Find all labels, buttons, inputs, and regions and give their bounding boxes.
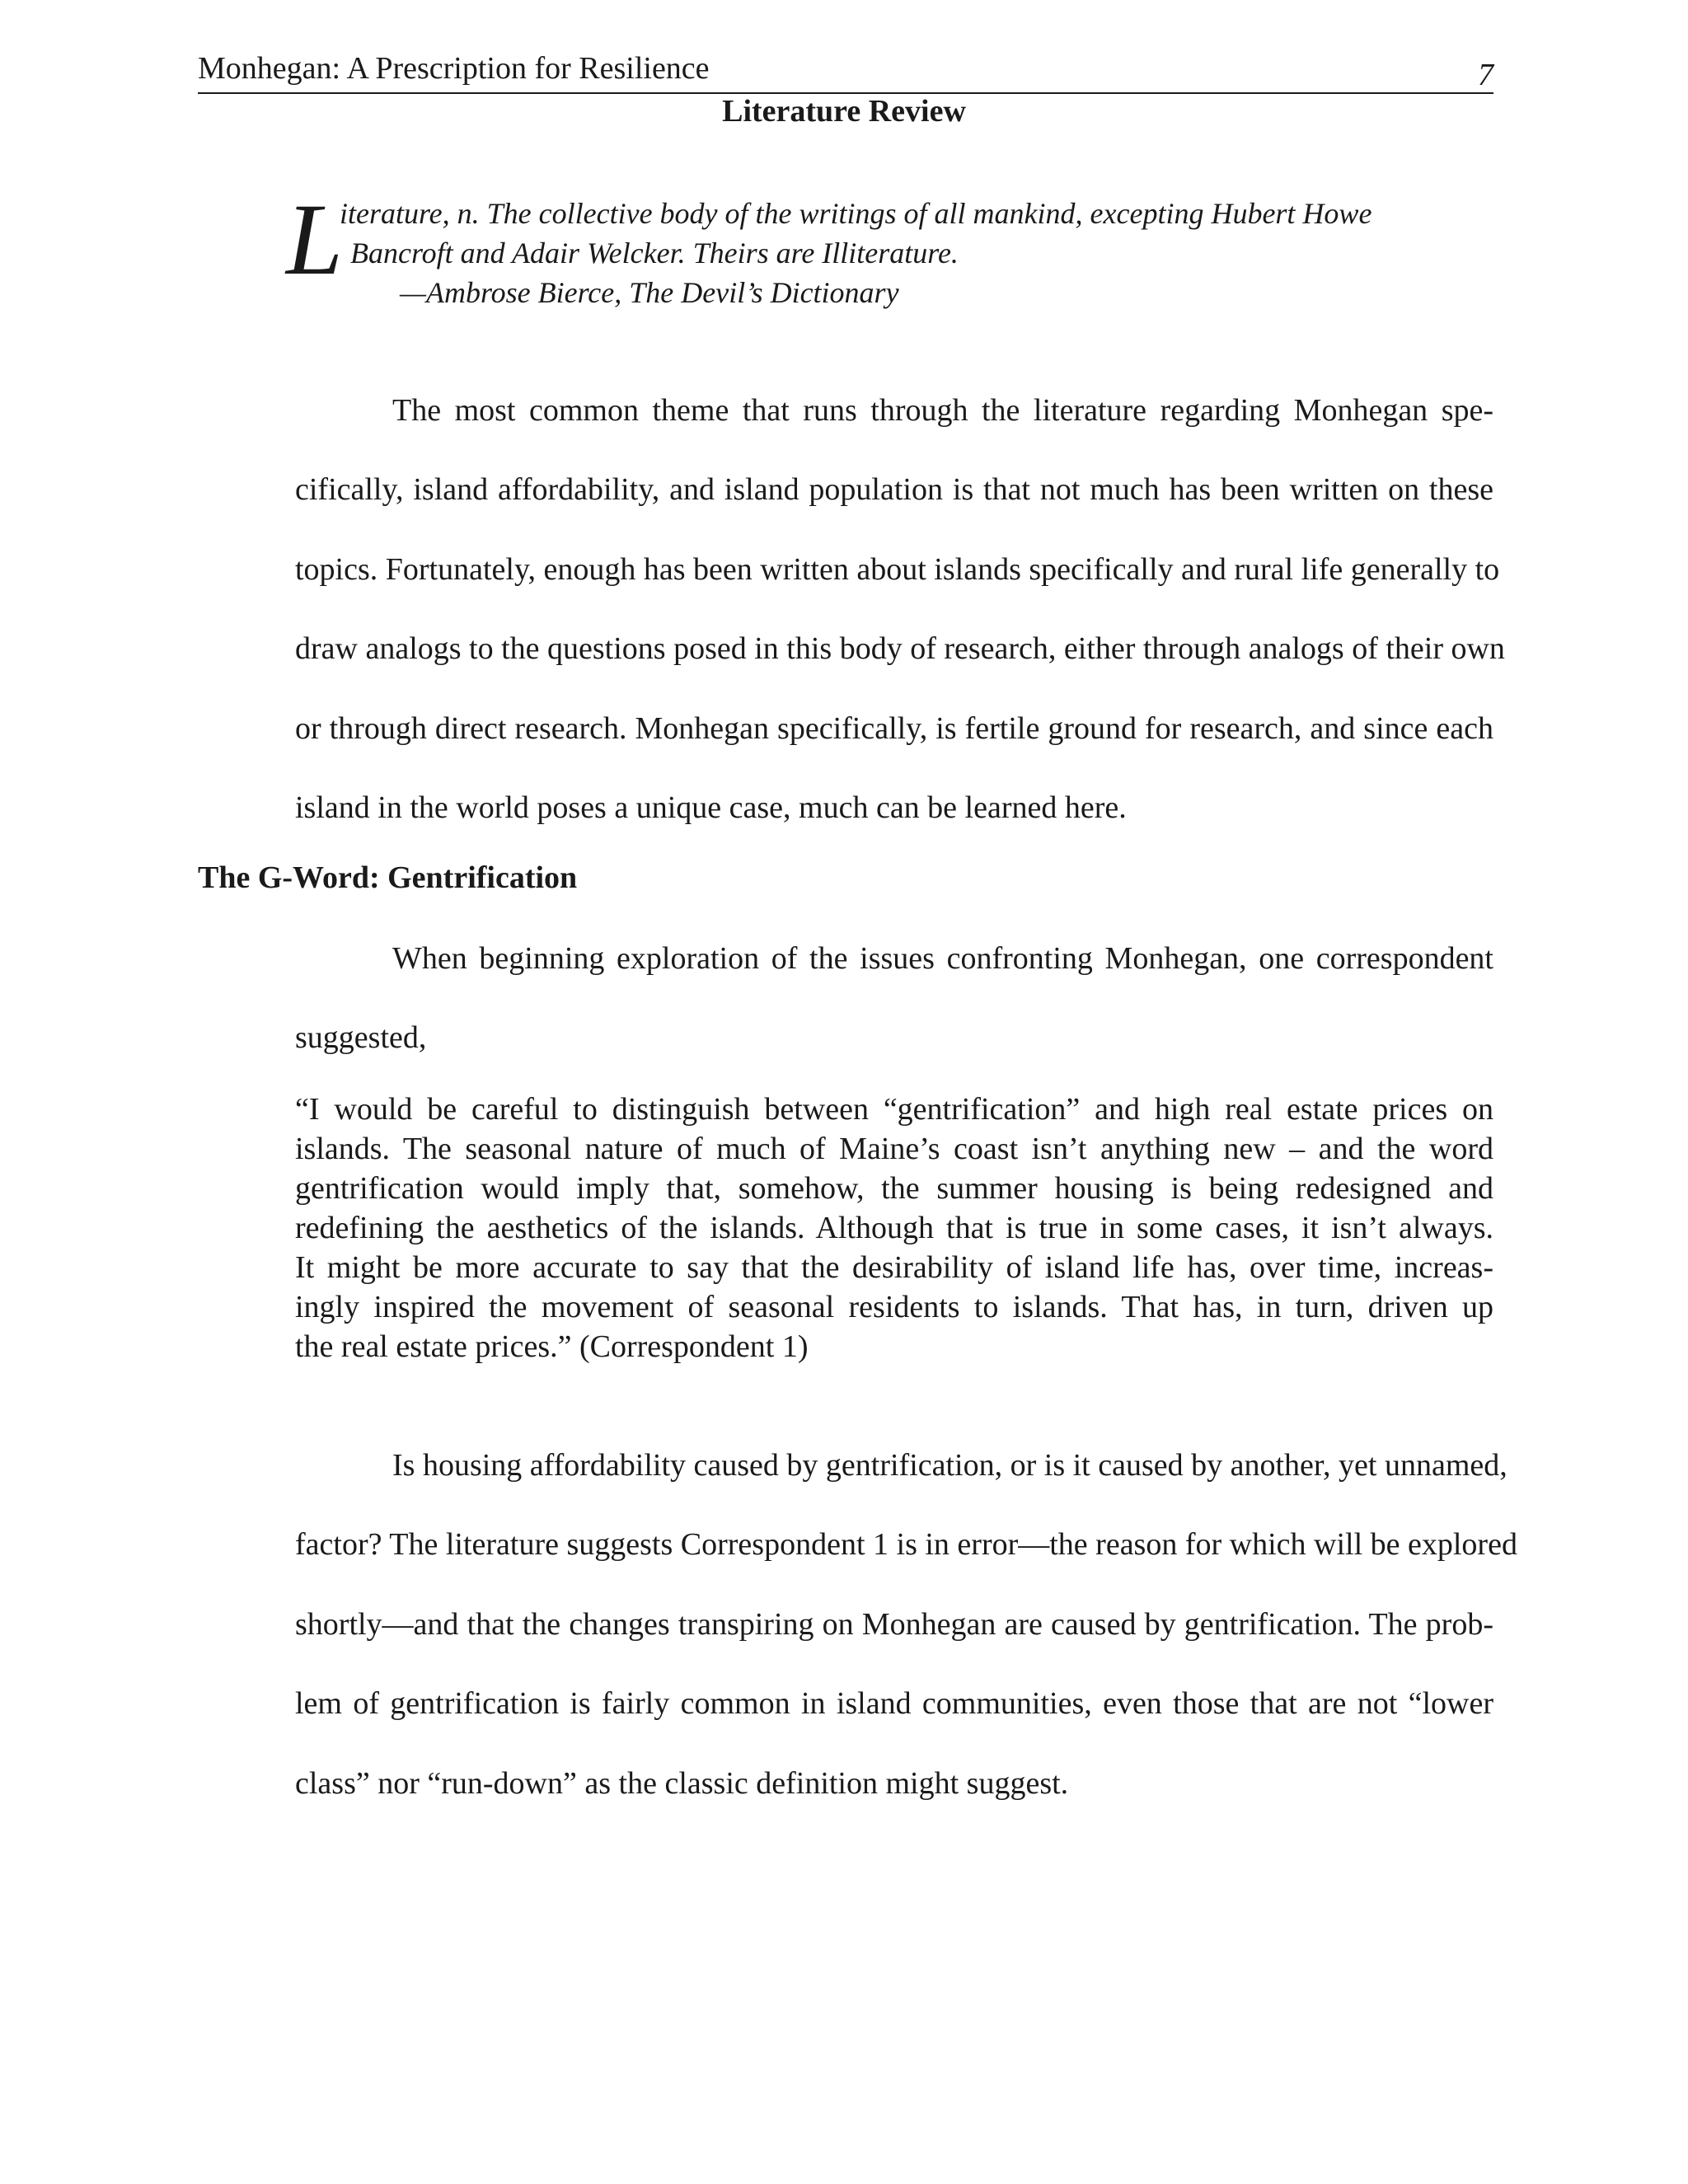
- running-title: Monhegan: A Prescription for Resilience: [198, 51, 710, 86]
- paragraph-line: Is housing affordability caused by gentrification, or is it caused by another, yet unnamed,: [392, 1448, 1507, 1483]
- paragraph-line: lem of gentrification is fairly common in island communities, even those that are not “lower: [295, 1686, 1493, 1722]
- epigraph-line: iterature, n. The collective body of the writings of all mankind, excepting Hubert Howe: [340, 197, 1372, 230]
- paragraph-line: topics. Fortunately, enough has been written about islands specifically and rural life generally to: [295, 551, 1500, 587]
- paragraph-intro: [198, 371, 1505, 847]
- paragraph-line: The most common theme that runs through the literature regarding Monhegan spe-: [392, 393, 1493, 428]
- quote-line: “I would be careful to distinguish between “gentrification” and high real estate prices on: [295, 1092, 1493, 1127]
- running-header: [198, 48, 1493, 94]
- epigraph: [286, 183, 1447, 312]
- quote-line: redefining the aesthetics of the islands. Although that is true in some cases, it isn’t always.: [295, 1211, 1493, 1245]
- paragraph-line: shortly—and that the changes transpiring on Monhegan are caused by gentrification. The prob-: [295, 1606, 1493, 1642]
- paragraph-line: suggested,: [295, 1020, 427, 1056]
- section-title: Literature Review: [722, 94, 966, 129]
- paragraph-line: When beginning exploration of the issues confronting Monhegan, one correspondent: [392, 941, 1493, 976]
- block-quote: [295, 1090, 1493, 1366]
- paragraph-line: or through direct research. Monhegan specifically, is fertile ground for research, and since each: [295, 710, 1493, 746]
- quote-line: islands. The seasonal nature of much of Maine’s coast isn’t anything new – and the word: [295, 1132, 1493, 1166]
- paragraph-line: factor? The literature suggests Correspondent 1 is in error—the reason for which will be explored: [295, 1527, 1517, 1563]
- paragraph-line: draw analogs to the questions posed in this body of research, either through analogs of their own: [295, 631, 1505, 667]
- quote-line: the real estate prices.” (Correspondent 1): [295, 1329, 809, 1364]
- epigraph-dropcap: L: [286, 183, 343, 296]
- quote-line: ingly inspired the movement of seasonal residents to islands. That has, in turn, driven up: [295, 1290, 1493, 1324]
- paragraph-correspondent: [198, 919, 1493, 1078]
- epigraph-attribution: —Ambrose Bierce, The Devil’s Dictionary: [400, 276, 899, 309]
- paragraph-line: class” nor “run-down” as the classic definition might suggest.: [295, 1765, 1069, 1801]
- page-number: 7: [1478, 58, 1493, 92]
- paragraph-line: island in the world poses a unique case, much can be learned here.: [295, 790, 1127, 826]
- quote-line: gentrification would imply that, somehow, the summer housing is being redesigned and: [295, 1171, 1493, 1206]
- paragraph-line: cifically, island affordability, and island population is that not much has been written on these: [295, 472, 1493, 508]
- subheading: The G-Word: Gentrification: [198, 860, 578, 895]
- paragraph-gentrification: [198, 1426, 1517, 1823]
- epigraph-line: Bancroft and Adair Welcker. Theirs are Illiterature.: [350, 237, 959, 269]
- quote-line: It might be more accurate to say that the desirability of island life has, over time, increas-: [295, 1250, 1493, 1285]
